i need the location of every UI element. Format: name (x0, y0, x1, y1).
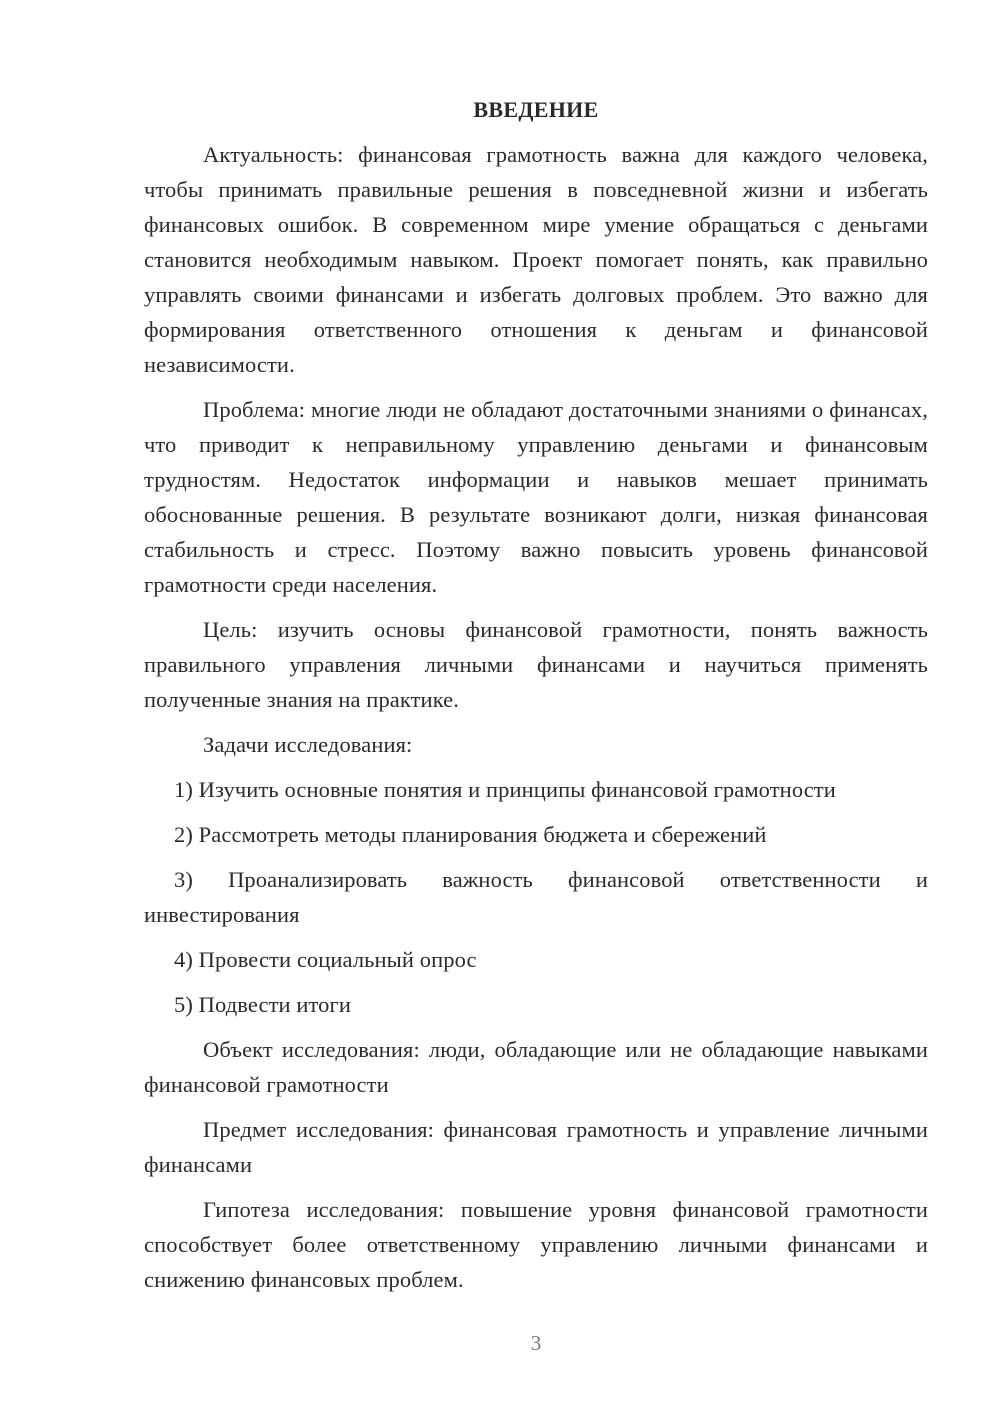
task-item-1: 1) Изучить основные понятия и принципы финансовой грамотности (174, 777, 836, 802)
task-item-4: 4) Провести социальный опрос (174, 947, 477, 972)
task-item-3: 3) Проанализировать важность финансовой ответственности и инвестирования (144, 867, 928, 927)
tasks-heading: Задачи исследования: (203, 732, 413, 757)
problem-paragraph: Проблема: многие люди не обладают достаточными знаниями о финансах, что приводит к неправильному управлению деньгами и финансовым трудностям. Недостаток информации и навыков мешает принимать обоснованные решения. В результате возникают долги, низкая финансовая стабильность и стресс. Поэтому важно повысить уровень финансовой грамотности среди населения. (144, 397, 928, 597)
document-page (144, 94, 928, 1307)
task-item-5: 5) Подвести итоги (174, 992, 351, 1017)
hypothesis-paragraph: Гипотеза исследования: повышение уровня финансовой грамотности способствует более ответственному управлению личными финансами и снижению финансовых проблем. (144, 1197, 928, 1292)
goal-paragraph: Цель: изучить основы финансовой грамотности, понять важность правильного управления личными финансами и научиться применять полученные знания на практике. (144, 617, 928, 712)
section-title: ВВЕДЕНИЕ (473, 97, 599, 122)
object-paragraph: Объект исследования: люди, обладающие или не обладающие навыками финансовой грамотности (144, 1037, 928, 1097)
page-number: 3 (530, 1331, 542, 1355)
relevance-paragraph: Актуальность: финансовая грамотность важна для каждого человека, чтобы принимать правильные решения в повседневной жизни и избегать финансовых ошибок. В современном мире умение обращаться с деньгами становится необходимым навыком. Проект помогает понять, как правильно управлять своими финансами и избегать долговых проблем. Это важно для формирования ответственного отношения к деньгам и финансовой независимости. (144, 142, 928, 377)
subject-paragraph: Предмет исследования: финансовая грамотность и управление личными финансами (144, 1117, 928, 1177)
task-item-2: 2) Рассмотреть методы планирования бюджета и сбережений (174, 822, 767, 847)
